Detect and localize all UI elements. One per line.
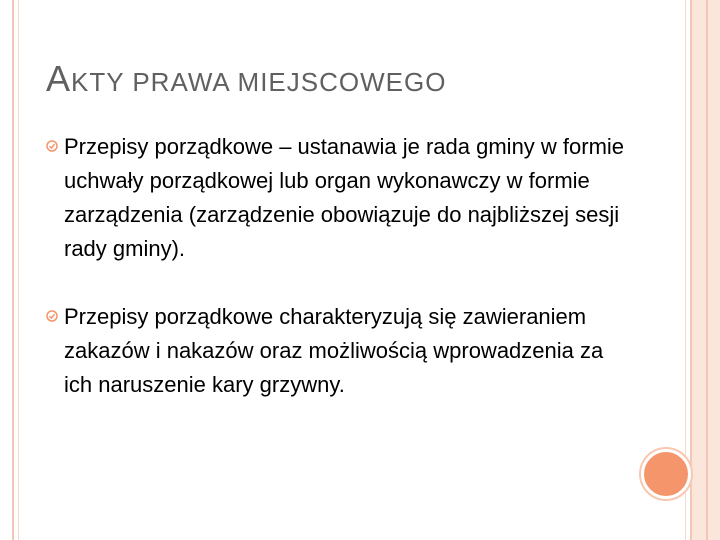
circle-bullet-icon [46,140,58,152]
accent-circle-icon [641,449,691,499]
slide-title [46,58,446,100]
bullet-item [46,130,626,266]
bullet-item [46,300,626,402]
slide-title-first-letter: A [46,58,72,99]
slide-body [46,130,626,436]
bullet-text: Przepisy porządkowe charakteryzują się zawieraniem zakazów i nakazów oraz możliwością wprowadzenia za ich naruszenie kary grzywny. [64,304,604,397]
right-decorative-line [706,0,708,540]
circle-bullet-icon [46,310,58,322]
slide-title-rest: KTY PRAWA MIEJSCOWEGO [71,67,447,97]
bullet-text: Przepisy porządkowe – ustanawia je rada gminy w formie uchwały porządkowej lub organ wykonawczy w formie zarządzenia (zarządzenie obowiązuje do najbliższej sesji rady gminy). [64,134,625,261]
